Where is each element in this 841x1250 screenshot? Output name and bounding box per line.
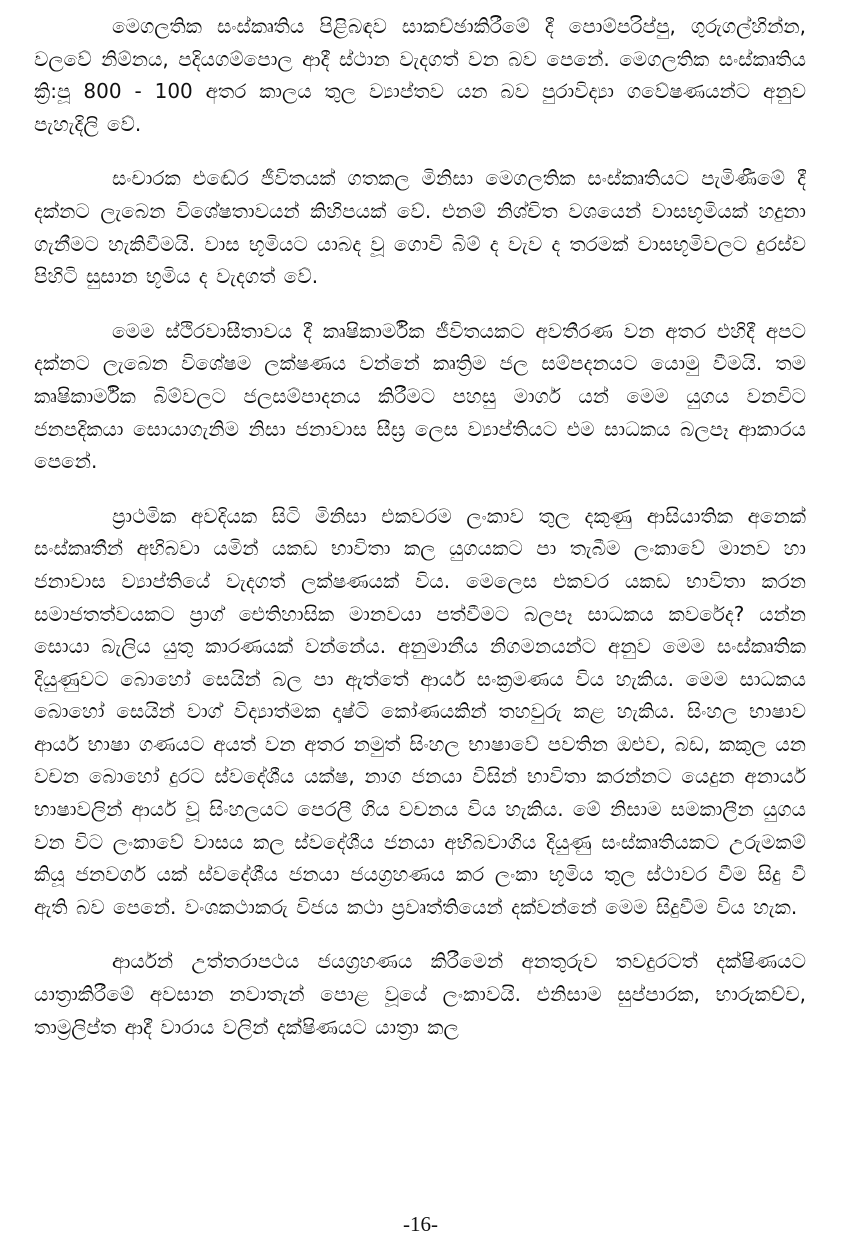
- page-number: -16-: [403, 1212, 438, 1236]
- document-page: [34, 10, 806, 1170]
- paragraph-agriculture-irrigation: මෙම ස්ථිරවාසීතාවය දී කෘෂිකාර්මික ජීවිතයකට අවතීරණ වන අතර එහිදී අපට දක්නට ලැබෙන විශේෂම ලක්ෂණය වන්නේ කෘත්‍රිම ජල සම්පදනයට යොමු වීමයි. තම කෘෂිකාර්මික බිම්වලට ජලසම්පාදනය කිරීමට පහසු මාර්ග යන් මෙම යුගය වනවිට ජනපදිකයා සොයාගැනිම නිසා ජනාවාස සීඝ්‍ර ලෙස ව්‍යාප්තියට එම සාධකය බලපෑ ආකාරය පෙනේ.: [34, 318, 806, 474]
- paragraph-aryan-voyages: ආර්යන් උත්තරාපථය ජයග්‍රහණය කිරීමෙන් අනතුරුව තවදුරටත් දක්ෂිණයට යාත්‍රාකිරීමේ අවසාන නවාතැන් පොළ වූයේ ලංකාවයි. එනිසාම සුප්පාරක, භාරුකච්ච, තාම්‍රලිප්ත ආදී වාරාය වලින් දක්ෂිණයට යාත්‍රා කල: [34, 949, 806, 1039]
- paragraph-iron-age-aryan: ප්‍රාථමික අවදියක සිටි මිනිසා එකවරම ලංකාව තුල දකුණු ආසියාතික අනෙක් සංස්කෘතීන් අභිබවා යමින් යකඩ භාවිතා කල යුගයකට පා තැබීම ලංකාවේ මානව හා ජනාවාස ව්‍යාප්තියේ වැදගත් ලක්ෂණයක් විය. මෙලෙස එකවර යකඩ භාවිතා කරන සමාජතත්වයකට ප්‍රාග් ඓතිහාසික මානවයා පත්වීමට බලපෑ සාධකය කවරේද? යන්න සොයා බැලිය යුතු කාරණයක් වන්නේය. අනුමානීය නිගමනයන්ට අනුව මෙම සංස්කෘතික දියුණුවට බොහෝ සෙයින් බල පා ඇත්තේ ආර්ය සංක්‍රමණය විය හැකිය. මෙම සාධකය බොහෝ සෙයින් වාග් විද්‍යාත්මක දෘෂ්ටි කෝණයකින් තහවුරු කළ හැකිය. සිංහල භාෂාව ආර්ය භාෂා ගණයට අයත් වන අතර නමුත් සිංහල භාෂාවේ පවතින ඔළුව, බඩ, කකුල යන වචන බොහෝ දුරට ස්වදේශීය යක්ෂ, නාග ජනයා විසින් භාවිතා කරන්නට යෙදුන අනාර්ය භාෂාවලින් ආර්ය වූ සිංහලයට පෙරලී ගිය වචනය විය හැකිය. මේ නිසාම සමකාලීන යුගය වන විට ලංකාවේ වාසය කල ස්වදේශීය ජනයා අභිබවාගිය දියුණු සංස්කෘතියකට උරුමකම් කියූ ජනවර්ග යක් ස්වදේශීය ජනයා ජයග්‍රහණය කර ලංකා භූමිය තුල ස්ථාවර වීම සිදු වී ඇති බව පෙනේ. වංශකථාකරු විජය කථා ප්‍රවෘත්තියෙන් දක්වන්නේ මෙම සිදුවීම විය හැක.: [34, 503, 806, 919]
- paragraph-megalithic-sites: මෙගලතික සංස්කෘතිය පිළිබඳව සාකච්ඡාකිරීමේ දී පොම්පරිප්පු, ගුරුගල්හින්න, වලවේ නිම්නය, පදියගම්පොල ආදී ස්ථාන වැදගත් වන බව පෙනේ. මෙගලතික සංස්කෘතිය ක්‍රි:පූ 800 - 100 අතර කාලය තුල ව්‍යාප්තව යන බව පුරාවිද්‍යා ගවේෂණයන්ට අනුව පැහැදිලි වේ.: [34, 14, 806, 136]
- paragraph-settlement-features: සංචාරක එඬේර ජීවිතයක් ගතකල මිනිසා මෙගලතික සංස්කෘතියට පැමිණීමේ දී දක්නට ලැබෙන විශේෂතාවයන් කිහිපයක් වේ. එනම් නිශ්චිත වශයෙන් වාසභූමියක් හදුනා ගැනීමට හැකිවීමයි. වාස භූමියට යාබද වූ ගොවි බිම් ද වැව ද තරමක් වාසභූමිවලට දුරස්ව පිහිටි සුසාන භූමිය ද වැදගත් වේ.: [34, 166, 806, 289]
